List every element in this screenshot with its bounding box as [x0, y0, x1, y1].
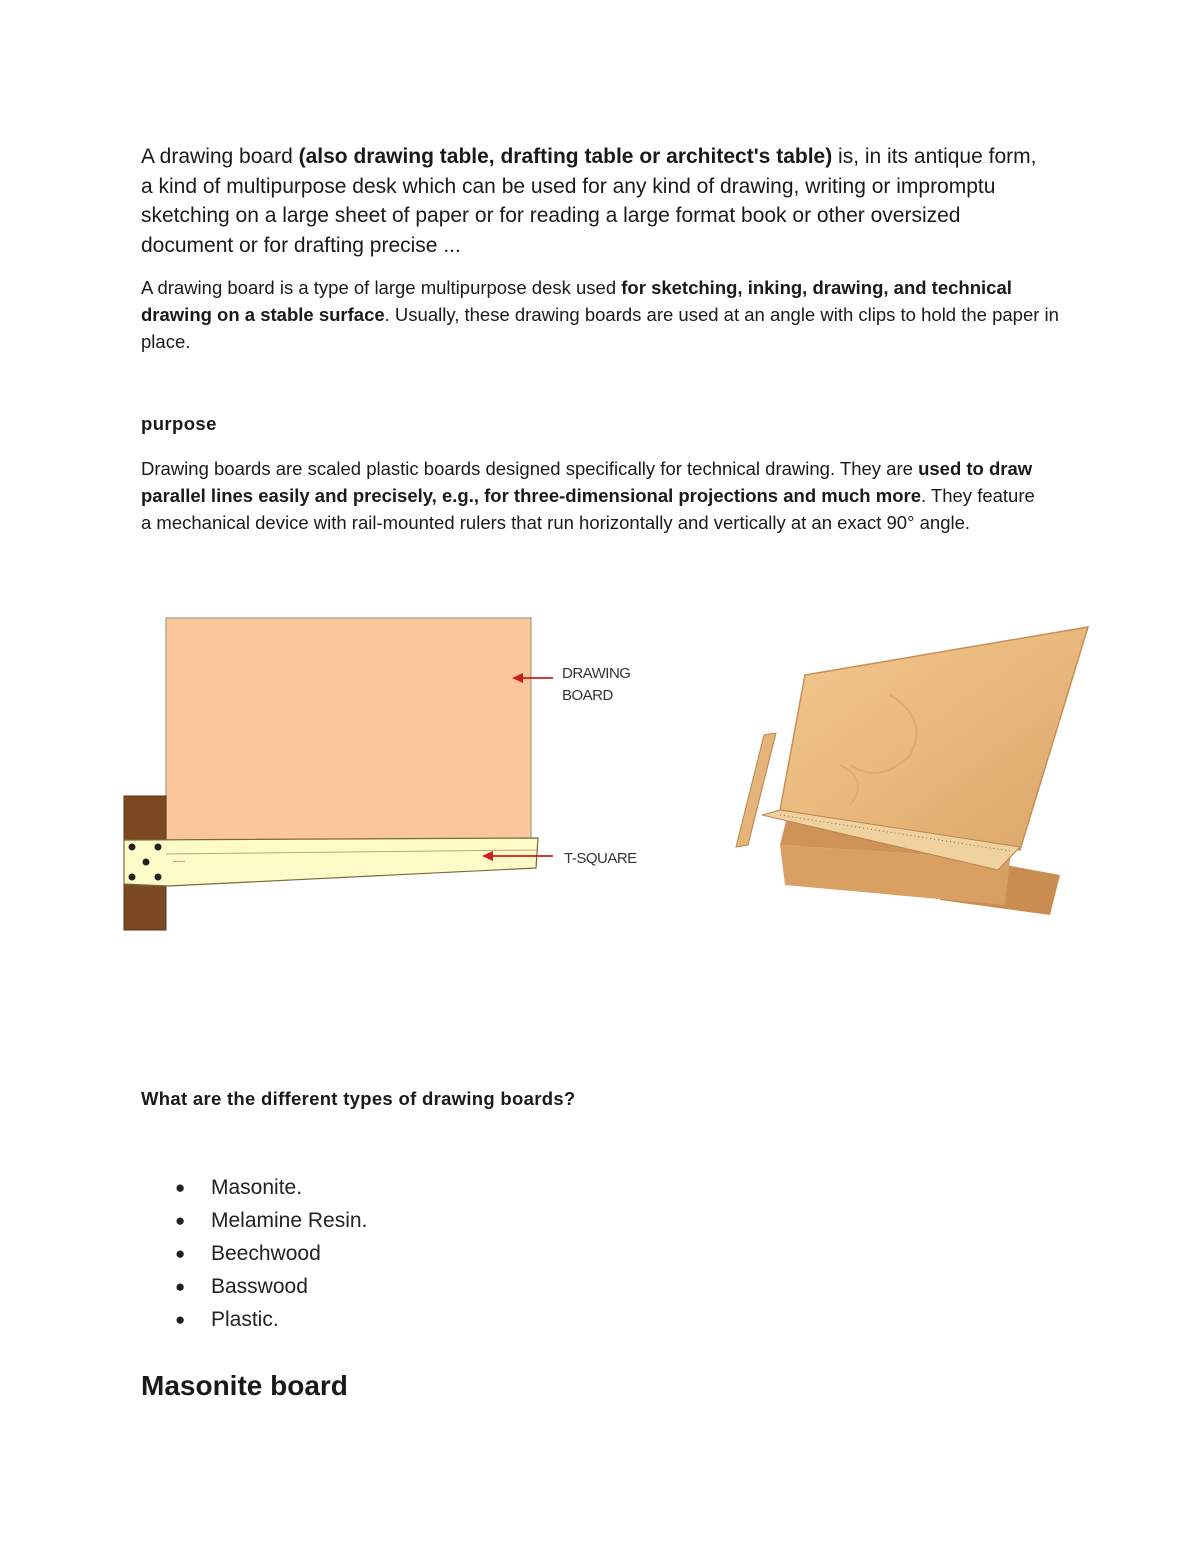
intro-paragraph-2 — [141, 274, 1071, 355]
intro-text-1b: is, in its antique form, a kind of multipurpose desk which can be used for any kind of drawing, writing or impromptu sketching on a large sheet of paper or for reading a large format book or other oversized document or for drafting precise ... — [141, 145, 1037, 257]
screw-icon — [129, 874, 136, 881]
screw-icon — [155, 844, 162, 851]
board-top — [780, 627, 1088, 850]
wooden-drawing-board-image — [720, 615, 1100, 925]
masonite-heading: Masonite board — [141, 1370, 348, 1401]
board-label-line2: BOARD — [562, 687, 613, 704]
intro-bold-2: for sketching, inking, drawing, and technical drawing on a stable surface — [141, 277, 1012, 325]
intro-paragraph-1 — [141, 142, 1041, 260]
list-item — [141, 1171, 367, 1204]
list-item-label: Basswood — [211, 1275, 308, 1298]
bullet-icon: ● — [175, 1310, 186, 1329]
drawing-board-shape — [166, 618, 531, 850]
bullet-icon: ● — [175, 1211, 186, 1230]
drawing-board-diagram — [118, 610, 658, 940]
intro-text-2b: . Usually, these drawing boards are used at an angle with clips to hold the paper in place. — [141, 304, 1059, 352]
tsquare-label: T-SQUARE — [564, 850, 637, 867]
types-heading: What are the different types of drawing boards? — [141, 1088, 576, 1109]
list-item — [141, 1270, 367, 1303]
types-list — [141, 1171, 367, 1336]
list-item-label: Melamine Resin. — [211, 1209, 368, 1232]
list-item — [141, 1204, 367, 1237]
intro-bold-1: (also drawing table, drafting table or architect's table) — [298, 145, 833, 168]
purpose-text-b: . They feature a mechanical device with rail-mounted rulers that run horizontally and vertically at an exact 90° angle. — [141, 485, 1035, 533]
intro-text-2a: A drawing board is a type of large multipurpose desk used — [141, 277, 622, 298]
bullet-icon: ● — [175, 1178, 186, 1197]
svg-text:~~~: ~~~ — [173, 859, 186, 866]
tsquare-blade — [124, 838, 538, 886]
screw-icon — [155, 874, 162, 881]
purpose-heading: purpose — [141, 413, 217, 434]
list-item-label: Plastic. — [211, 1308, 279, 1331]
bullet-icon: ● — [175, 1244, 186, 1263]
intro-text-1a: A drawing board — [141, 145, 299, 168]
list-item — [141, 1237, 367, 1270]
list-item-label: Masonite. — [211, 1176, 303, 1199]
board-label-line1: DRAWING — [562, 665, 631, 682]
list-item — [141, 1303, 367, 1336]
purpose-paragraph — [141, 455, 1041, 536]
purpose-text-a: Drawing boards are scaled plastic boards designed specifically for technical drawing. They are — [141, 458, 919, 479]
screw-icon — [129, 844, 136, 851]
bullet-icon: ● — [175, 1277, 186, 1296]
screw-icon — [143, 859, 150, 866]
list-item-label: Beechwood — [211, 1242, 321, 1265]
purpose-bold: used to draw parallel lines easily and precisely, e.g., for three-dimensional projections and much more — [141, 458, 1033, 506]
